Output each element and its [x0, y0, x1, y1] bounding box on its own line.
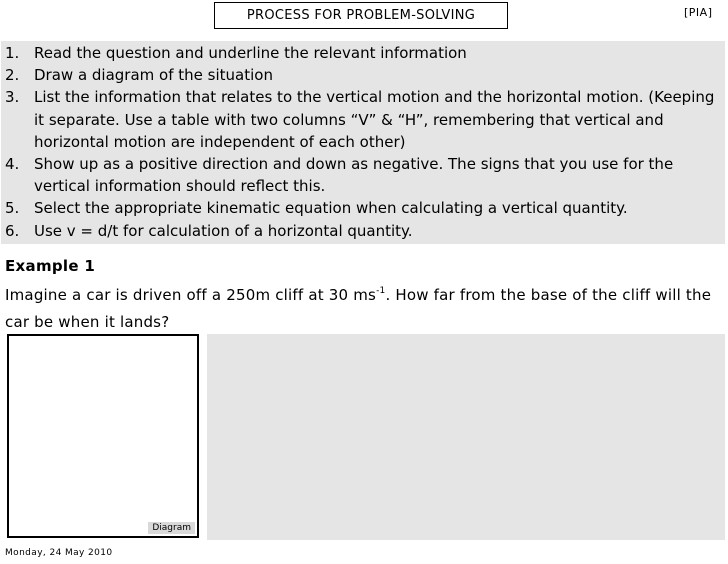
- example-title: Example 1: [5, 257, 96, 275]
- step-text: Use v = d/t for calculation of a horizontal quantity.: [34, 221, 413, 240]
- step-item: [1, 153, 725, 197]
- step-item: [1, 42, 725, 64]
- question-superscript: -1: [376, 286, 386, 296]
- diagram-label: Diagram: [148, 522, 195, 534]
- step-number: 1.: [5, 44, 20, 62]
- question-text-start: Imagine a car is driven off a 250m cliff at 30 ms: [5, 286, 377, 304]
- step-number: 6.: [5, 221, 20, 240]
- diagram-area[interactable]: [7, 334, 199, 538]
- step-item: [1, 64, 725, 86]
- step-number: 2.: [5, 66, 20, 85]
- step-item: [1, 197, 725, 219]
- step-item: [1, 220, 725, 242]
- problem-solving-steps: [1, 41, 725, 244]
- step-number: 3.: [5, 88, 20, 107]
- step-text: Read the question and underline the relevant information: [34, 44, 467, 62]
- example-question: [5, 282, 720, 336]
- step-number: 4.: [5, 155, 20, 174]
- header-tag: [PIA]: [684, 6, 713, 19]
- page-title: PROCESS FOR PROBLEM-SOLVING: [214, 2, 508, 29]
- step-text: Show up as a positive direction and down as negative. The signs that you use for the vertical information should reflect this.: [34, 155, 674, 196]
- step-text: Select the appropriate kinematic equation when calculating a vertical quantity.: [34, 199, 628, 218]
- step-text: Draw a diagram of the situation: [34, 66, 273, 85]
- question-text-end: . How far from the base of the cliff will the car be when it lands?: [5, 286, 712, 331]
- step-text: List the information that relates to the vertical motion and the horizontal motion. (Keeping it separate. Use a table with two columns “V” & “H”, remembering that vertical and horizontal motion are independent of each other): [34, 88, 715, 151]
- footer-date: Monday, 24 May 2010: [5, 548, 113, 558]
- working-area[interactable]: [207, 334, 725, 540]
- step-number: 5.: [5, 199, 20, 218]
- step-item: [1, 86, 725, 153]
